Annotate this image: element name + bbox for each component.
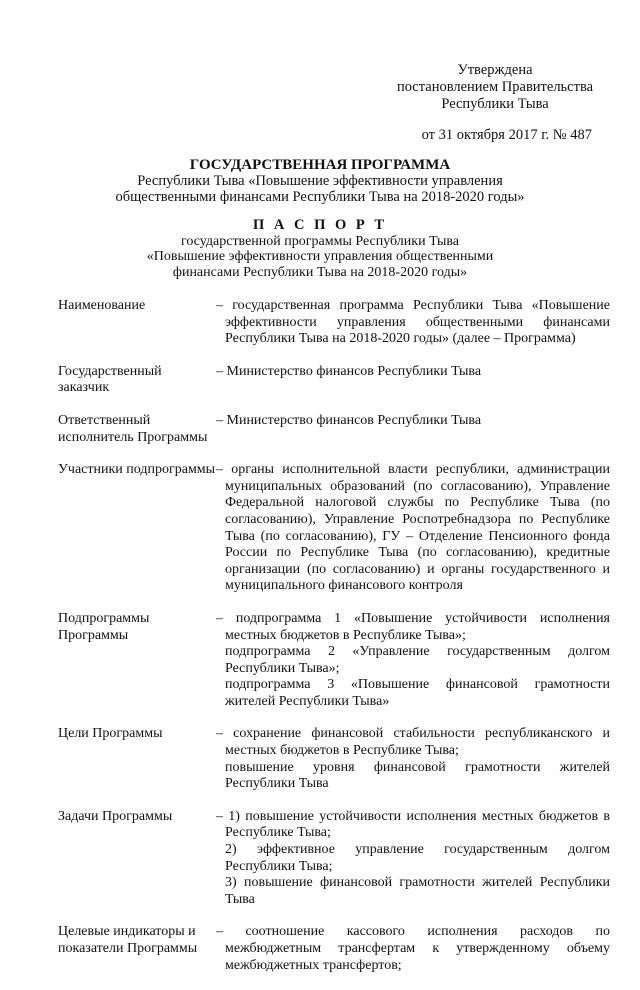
passport-row-paragraph: – подпрограмма 1 «Повышение устойчивости исполнения местных бюджетов в Республике Тыва»; bbox=[216, 610, 610, 643]
program-title-line-2: Республики Тыва «Повышение эффективности управления bbox=[137, 173, 503, 189]
approval-line-2: постановлением Правительства bbox=[396, 79, 594, 95]
passport-row bbox=[58, 611, 610, 711]
passport-row-label: Наименование bbox=[58, 298, 146, 313]
approval-line-3: Республики Тыва bbox=[441, 96, 549, 112]
program-title-main: ГОСУДАРСТВЕННАЯ ПРОГРАММА bbox=[189, 157, 451, 173]
program-title bbox=[40, 157, 600, 205]
passport-row-paragraph: – государственная программа Республики Тыва «Повышение эффективности управления общественными финансами Республики Тыва на 2018-2020 годы» (далее – Программа) bbox=[216, 298, 610, 347]
passport-row-paragraph: подпрограмма 2 «Управление государственным долгом Республики Тыва»; bbox=[225, 644, 610, 676]
passport-row bbox=[58, 364, 610, 397]
passport-row-paragraph: – 1) повышение устойчивости исполнения местных бюджетов в Республике Тыва; bbox=[216, 808, 610, 841]
passport-row-paragraph: – соотношение кассового исполнения расходов по межбюджетным трансфертам к утвержденному объему межбюджетных трансфертов; bbox=[216, 924, 610, 973]
passport-row-label: Подпрограммы Программы bbox=[58, 610, 150, 643]
passport-row-paragraph: 2) эффективное управление государственным долгом Республики Тыва; bbox=[225, 842, 610, 874]
passport-row-label: Цели Программы bbox=[58, 726, 163, 742]
passport-row-value bbox=[216, 298, 610, 348]
approval-line-1: Утверждена bbox=[457, 62, 533, 78]
passport-row bbox=[58, 726, 610, 792]
passport-row-paragraph: подпрограмма 3 «Повышение финансовой грамотности жителей Республики Тыва» bbox=[225, 677, 610, 709]
passport-row-paragraph: 3) повышение финансовой грамотности жителей Республики Тыва bbox=[225, 875, 610, 907]
passport-row-label: Целевые индикаторы и показатели Программы bbox=[58, 924, 198, 956]
passport-row-label: Задачи Программы bbox=[58, 808, 173, 824]
passport-row-label: Государственный заказчик bbox=[58, 363, 162, 396]
passport-row-value bbox=[216, 462, 610, 595]
passport-row-paragraph: – Министерство финансов Республики Тыва bbox=[216, 363, 482, 379]
passport-subtitle-2: «Повышение эффективности управления общественными bbox=[146, 249, 494, 264]
passport-row bbox=[58, 462, 610, 595]
passport-subtitle-1: государственной программы Республики Тыва bbox=[181, 233, 459, 249]
passport-row-value bbox=[216, 611, 610, 711]
passport-row-value bbox=[216, 364, 610, 397]
passport-row-paragraph: – Министерство финансов Республики Тыва bbox=[216, 412, 482, 428]
passport-row bbox=[58, 413, 610, 446]
approval-date: от 31 октября 2017 г. № 487 bbox=[421, 127, 592, 143]
passport-row-label: Ответственный исполнитель Программы bbox=[58, 412, 208, 445]
program-title-line-3: общественными финансами Республики Тыва на 2018-2020 годы» bbox=[115, 189, 525, 205]
passport-row bbox=[58, 809, 610, 909]
passport-subtitle-3: финансами Республики Тыва на 2018-2020 годы» bbox=[172, 264, 468, 280]
passport-row-value bbox=[216, 413, 610, 446]
passport-row-paragraph: – сохранение финансовой стабильности республиканского и местных бюджетов в Республике Тыва; bbox=[216, 726, 610, 759]
passport-row-paragraph: – органы исполнительной власти республики, администрации муниципальных образований (по согласованию), Управление Федеральной налоговой службы по Республике Тыва (по согласованию), Управление Роспотребнадзора по Республике Тыва (по согласованию), ГУ – Отделение Пенсионного фонда России по Республике Тыва (по согласованию), кредитные организации (по согласованию) и органы государственного и муниципального финансового контроля bbox=[216, 462, 610, 594]
passport-row-value bbox=[216, 726, 610, 792]
approval-stamp bbox=[380, 62, 610, 144]
passport-table bbox=[58, 298, 610, 990]
passport-row-paragraph: повышение уровня финансовой грамотности жителей Республики Тыва bbox=[225, 759, 610, 792]
passport-row-label: Участники подпрограммы bbox=[58, 462, 216, 478]
passport-row-value bbox=[216, 924, 610, 974]
passport-title: П А С П О Р Т bbox=[252, 217, 388, 233]
passport-row bbox=[58, 298, 610, 348]
passport-row bbox=[58, 924, 610, 974]
passport-header bbox=[40, 218, 600, 280]
passport-row-value bbox=[216, 809, 610, 909]
